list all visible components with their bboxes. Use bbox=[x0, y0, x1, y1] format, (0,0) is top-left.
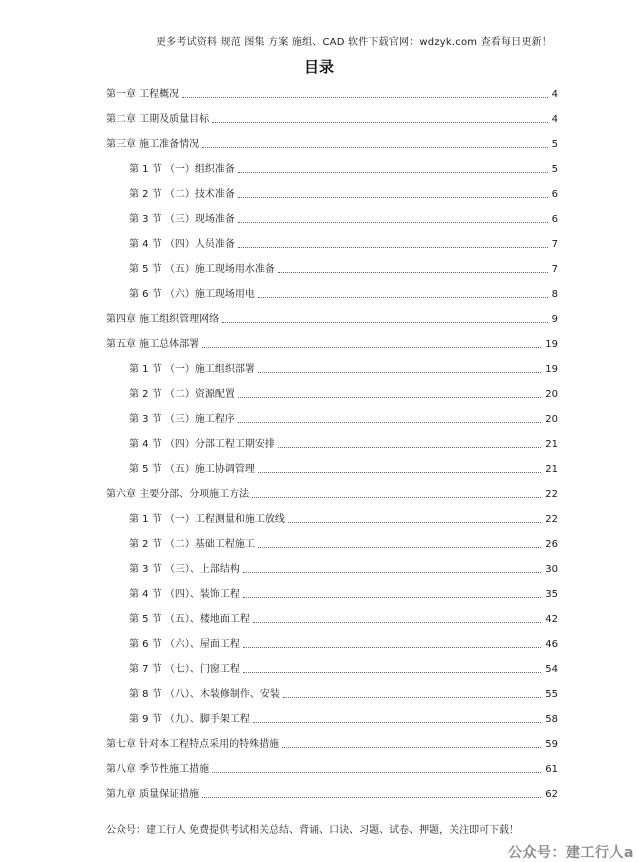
toc-dot-leader bbox=[243, 596, 541, 598]
toc-entry-label: 第五章 施工总体部署 bbox=[106, 339, 200, 350]
toc-chapter-entry[interactable] bbox=[106, 85, 558, 101]
toc-entry-label: 第 1 节 （一）工程测量和施工放线 bbox=[129, 514, 285, 525]
toc-page-number: 30 bbox=[545, 564, 558, 575]
toc-chapter-entry[interactable] bbox=[106, 110, 558, 126]
toc-entry-label: 第七章 针对本工程特点采用的特殊措施 bbox=[106, 739, 280, 750]
toc-dot-leader bbox=[258, 546, 541, 548]
toc-page-number: 54 bbox=[545, 664, 558, 675]
toc-page-number: 22 bbox=[545, 514, 558, 525]
toc-dot-leader bbox=[238, 421, 541, 423]
toc-dot-leader bbox=[212, 771, 541, 773]
toc-page-number: 58 bbox=[545, 714, 558, 725]
toc-section-entry[interactable] bbox=[129, 410, 558, 426]
toc-entry-label: 第 1 节 （一）施工组织部署 bbox=[129, 364, 255, 375]
toc-dot-leader bbox=[252, 496, 541, 498]
toc-entry-label: 第 6 节 （六）、屋面工程 bbox=[129, 639, 240, 650]
toc-entry-label: 第 5 节 （五）施工现场用水准备 bbox=[129, 264, 275, 275]
toc-entry-label: 第 5 节 （五）、楼地面工程 bbox=[129, 614, 250, 625]
toc-entry-label: 第 8 节 （八）、木装修制作、安装 bbox=[129, 689, 280, 700]
header-note: 更多考试资料 规范 图集 方案 施组、CAD 软件下载官网：wdzyk.com 查看每日更新！ bbox=[155, 37, 552, 48]
toc-dot-leader bbox=[202, 796, 541, 798]
toc-section-entry[interactable] bbox=[129, 385, 558, 401]
toc-dot-leader bbox=[238, 246, 548, 248]
toc-dot-leader bbox=[212, 121, 547, 123]
toc-section-entry[interactable] bbox=[129, 360, 558, 376]
toc-dot-leader bbox=[278, 446, 541, 448]
toc-page-number: 46 bbox=[545, 639, 558, 650]
toc-dot-leader bbox=[202, 146, 547, 148]
toc-entry-label: 第一章 工程概况 bbox=[106, 89, 180, 100]
toc-page-number: 61 bbox=[545, 764, 558, 775]
toc-dot-leader bbox=[238, 171, 548, 173]
toc-page-number: 8 bbox=[551, 289, 558, 300]
toc-dot-leader bbox=[238, 196, 548, 198]
toc-dot-leader bbox=[258, 371, 541, 373]
toc-page-number: 4 bbox=[551, 89, 558, 100]
toc-entry-label: 第 4 节 （四）人员准备 bbox=[129, 239, 235, 250]
toc-entry-label: 第 2 节 （二）技术准备 bbox=[129, 189, 235, 200]
toc-section-entry[interactable] bbox=[129, 235, 558, 251]
toc-entry-label: 第 3 节 （三）、上部结构 bbox=[129, 564, 240, 575]
toc-section-entry[interactable] bbox=[129, 435, 558, 451]
toc-entry-label: 第 2 节 （二）资源配置 bbox=[129, 389, 235, 400]
toc-dot-leader bbox=[238, 221, 548, 223]
toc-chapter-entry[interactable] bbox=[106, 135, 558, 151]
toc-page-number: 20 bbox=[545, 414, 558, 425]
toc-dot-leader bbox=[258, 471, 541, 473]
toc-chapter-entry[interactable] bbox=[106, 310, 558, 326]
toc-entry-label: 第八章 季节性施工措施 bbox=[106, 764, 210, 775]
toc-dot-leader bbox=[258, 296, 548, 298]
toc-dot-leader bbox=[278, 271, 548, 273]
toc-page-number: 22 bbox=[545, 489, 558, 500]
toc-dot-leader bbox=[283, 696, 541, 698]
toc-section-entry[interactable] bbox=[129, 660, 558, 676]
toc-page-number: 35 bbox=[545, 589, 558, 600]
toc-dot-leader bbox=[182, 96, 547, 98]
toc-dot-leader bbox=[282, 746, 541, 748]
toc-section-entry[interactable] bbox=[129, 610, 558, 626]
toc-page-number: 7 bbox=[551, 264, 558, 275]
toc-entry-label: 第 6 节 （六）施工现场用电 bbox=[129, 289, 255, 300]
toc-page-number: 59 bbox=[545, 739, 558, 750]
toc-entry-label: 第 2 节 （二）基础工程施工 bbox=[129, 539, 255, 550]
toc-dot-leader bbox=[243, 646, 541, 648]
toc-entry-label: 第 3 节 （三）现场准备 bbox=[129, 214, 235, 225]
toc-entry-label: 第六章 主要分部、分项施工方法 bbox=[106, 489, 250, 500]
footer-note: 公众号：建工行人 免费提供考试相关总结、背诵、口诀、习题、试卷、押题，关注即可下载！ bbox=[106, 825, 520, 836]
toc-page-number: 9 bbox=[551, 314, 558, 325]
toc-section-entry[interactable] bbox=[129, 710, 558, 726]
toc-page-number: 21 bbox=[545, 464, 558, 475]
toc-chapter-entry[interactable] bbox=[106, 735, 558, 751]
toc-dot-leader bbox=[202, 346, 541, 348]
toc-page-number: 7 bbox=[551, 239, 558, 250]
toc-section-entry[interactable] bbox=[129, 260, 558, 276]
toc-dot-leader bbox=[222, 321, 547, 323]
toc-chapter-entry[interactable] bbox=[106, 335, 558, 351]
toc-entry-label: 第 9 节 （九）、脚手架工程 bbox=[129, 714, 250, 725]
toc-page-number: 19 bbox=[545, 364, 558, 375]
toc-dot-leader bbox=[288, 521, 541, 523]
toc-chapter-entry[interactable] bbox=[106, 760, 558, 776]
toc-entry-label: 第 7 节 （七）、门窗工程 bbox=[129, 664, 240, 675]
toc-section-entry[interactable] bbox=[129, 585, 558, 601]
toc-dot-leader bbox=[243, 671, 541, 673]
toc-section-entry[interactable] bbox=[129, 560, 558, 576]
toc-page-number: 26 bbox=[545, 539, 558, 550]
toc-section-entry[interactable] bbox=[129, 160, 558, 176]
toc-page-number: 4 bbox=[551, 114, 558, 125]
toc-entry-label: 第九章 质量保证措施 bbox=[106, 789, 200, 800]
toc-entry-label: 第 3 节 （三）施工程序 bbox=[129, 414, 235, 425]
toc-page-number: 6 bbox=[551, 214, 558, 225]
toc-entry-label: 第二章 工期及质量目标 bbox=[106, 114, 210, 125]
watermark: 公众号：建工行人a bbox=[508, 845, 634, 861]
page-title: 目录 bbox=[303, 58, 334, 76]
toc-entry-label: 第四章 施工组织管理网络 bbox=[106, 314, 220, 325]
toc-page-number: 42 bbox=[545, 614, 558, 625]
toc-page-number: 5 bbox=[551, 164, 558, 175]
toc-section-entry[interactable] bbox=[129, 685, 558, 701]
toc-page-number: 5 bbox=[551, 139, 558, 150]
toc-section-entry[interactable] bbox=[129, 635, 558, 651]
toc-page-number: 20 bbox=[545, 389, 558, 400]
toc-page-number: 6 bbox=[551, 189, 558, 200]
toc-page-number: 21 bbox=[545, 439, 558, 450]
toc-section-entry[interactable] bbox=[129, 285, 558, 301]
toc-chapter-entry[interactable] bbox=[106, 785, 558, 801]
toc-page-number: 19 bbox=[545, 339, 558, 350]
toc-dot-leader bbox=[243, 571, 541, 573]
toc-entry-label: 第三章 施工准备情况 bbox=[106, 139, 200, 150]
toc-section-entry[interactable] bbox=[129, 210, 558, 226]
toc-dot-leader bbox=[253, 621, 541, 623]
toc-entry-label: 第 1 节 （一）组织准备 bbox=[129, 164, 235, 175]
toc-page-number: 55 bbox=[545, 689, 558, 700]
toc-entry-label: 第 5 节 （五）施工协调管理 bbox=[129, 464, 255, 475]
toc-chapter-entry[interactable] bbox=[106, 485, 558, 501]
toc-dot-leader bbox=[238, 396, 541, 398]
toc-section-entry[interactable] bbox=[129, 185, 558, 201]
toc-section-entry[interactable] bbox=[129, 460, 558, 476]
toc-entry-label: 第 4 节 （四）、装饰工程 bbox=[129, 589, 240, 600]
toc-dot-leader bbox=[253, 721, 541, 723]
toc-section-entry[interactable] bbox=[129, 510, 558, 526]
toc-page-number: 62 bbox=[545, 789, 558, 800]
toc-section-entry[interactable] bbox=[129, 535, 558, 551]
toc-entry-label: 第 4 节 （四）分部工程工期安排 bbox=[129, 439, 275, 450]
